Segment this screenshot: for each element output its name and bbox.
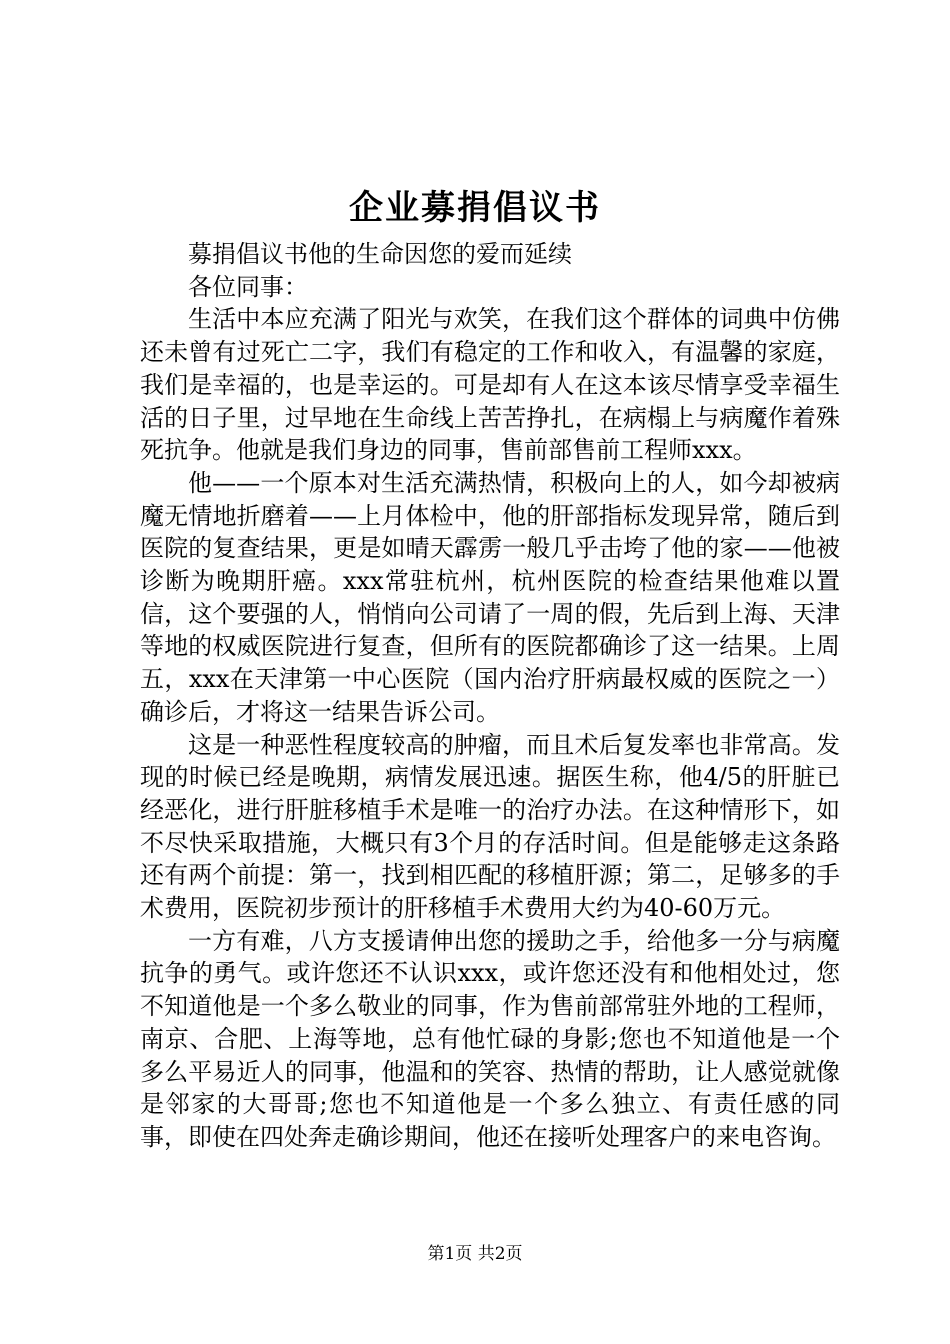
document-title: 企业募捐倡议书 (349, 188, 601, 228)
body-paragraph: 这是一种恶性程度较高的肿瘤，而且术后复发率也非常高。发现的时候已经是晚期，病情发展迅速。据医生称，他4/5的肝脏已经恶化，进行肝脏移植手术是唯一的治疗办法。在这种情形下，如不尽快采取措施，大概只有3个月的存活时间。但是能够走这条路还有两个前提：第一，找到相匹配的移植肝源；第二，足够多的手术费用，医院初步预计的肝移植手术费用大约为40-60万元。 (140, 730, 840, 923)
body-paragraph: 生活中本应充满了阳光与欢笑，在我们这个群体的词典中仿佛还未曾有过死亡二字，我们有稳定的工作和收入，有温馨的家庭，我们是幸福的，也是幸运的。可是却有人在这本该尽情享受幸福生活的日子里，过早地在生命线上苦苦挣扎，在病榻上与病魔作着殊死抗争。他就是我们身边的同事，售前部售前工程师xxx。 (140, 305, 840, 465)
page-footer: 第1页 共2页 (427, 1244, 523, 1264)
document-body (140, 238, 840, 1154)
subtitle-line: 募捐倡议书他的生命因您的爱而延续 (188, 240, 572, 268)
salutation: 各位同事： (188, 272, 308, 301)
body-paragraph: 一方有难，八方支援请伸出您的援助之手，给他多一分与病魔抗争的勇气。或许您还不认识xxx，或许您还没有和他相处过，您不知道他是一个多么敬业的同事，作为售前部常驻外地的工程师，南京、合肥、上海等地，总有他忙碌的身影;您也不知道他是一个多么平易近人的同事，他温和的笑容、热情的帮助，让人感觉就像是邻家的大哥哥;您也不知道他是一个多么独立、有责任感的同事，即使在四处奔走确诊期间，他还在接听处理客户的来电咨询。 (140, 926, 840, 1151)
body-paragraph: 他——一个原本对生活充满热情，积极向上的人，如今却被病魔无情地折磨着——上月体检中，他的肝部指标发现异常，随后到医院的复查结果，更是如晴天霹雳一般几乎击垮了他的家——他被诊断为晚期肝癌。xxx常驻杭州，杭州医院的检查结果他难以置信，这个要强的人，悄悄向公司请了一周的假，先后到上海、天津等地的权威医院进行复查，但所有的医院都确诊了这一结果。上周五，xxx在天津第一中心医院（国内治疗肝病最权威的医院之一）确诊后，才将这一结果告诉公司。 (140, 468, 840, 726)
